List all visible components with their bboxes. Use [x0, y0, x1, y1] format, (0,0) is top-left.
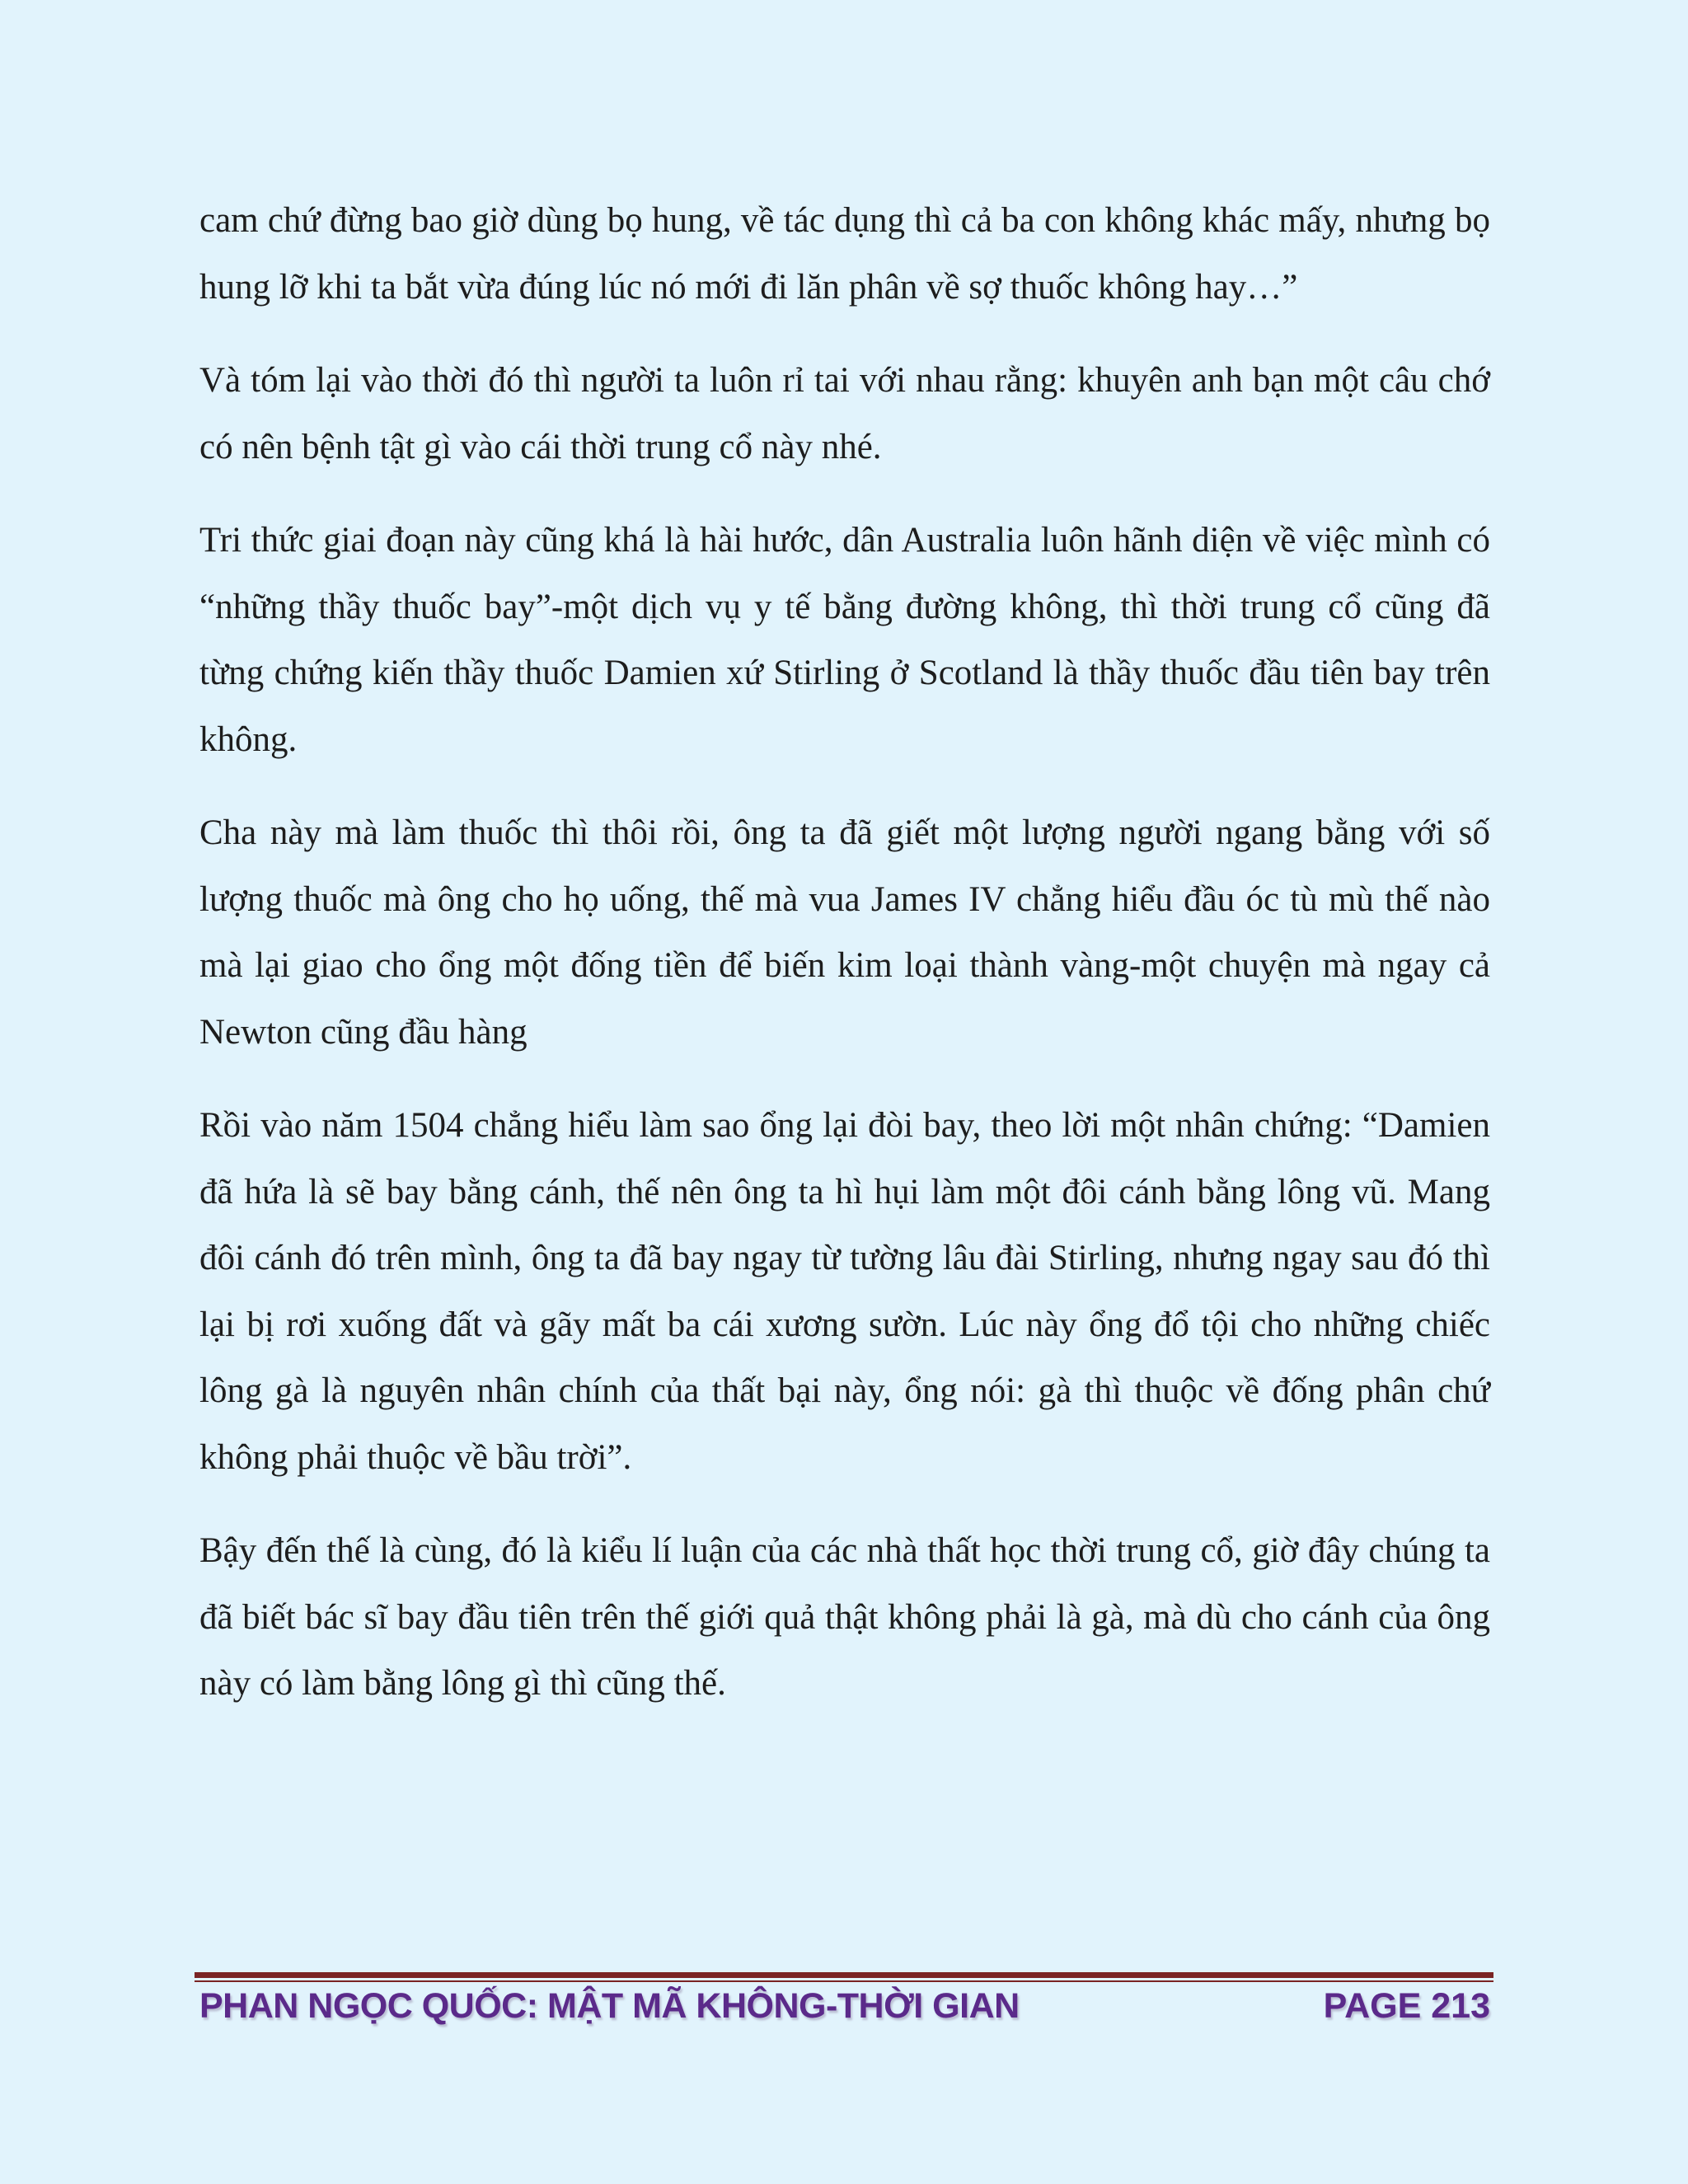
footer-divider-thin — [195, 1980, 1493, 1982]
paragraph: Rồi vào năm 1504 chẳng hiểu làm sao ổng lại đòi bay, theo lời một nhân chứng: “Damien đã hứa là sẽ bay bằng cánh, thế nên ông ta hì hụi làm một đôi cánh bằng lông vũ. Mang đôi cánh đó trên mình, ông ta đã bay ngay từ tường lâu đài Stirling, nhưng ngay sau đó thì lại bị rơi xuống đất và gãy mất ba cái xương sườn. Lúc này ổng đổ tội cho những chiếc lông gà là nguyên nhân chính của thất bại này, ổng nói: gà thì thuộc về đống phân chứ không phải thuộc về bầu trời”. — [199, 1106, 1490, 1477]
footer-divider — [195, 1972, 1493, 1982]
paragraph: Tri thức giai đoạn này cũng khá là hài hước, dân Australia luôn hãnh diện về việc mình có “những thầy thuốc bay”-một dịch vụ y tế bằng đường không, thì thời trung cổ cũng đã từng chứng kiến thầy thuốc Damien xứ Stirling ở Scotland là thầy thuốc đầu tiên bay trên không. — [199, 521, 1490, 759]
paragraph: Bậy đến thế là cùng, đó là kiểu lí luận của các nhà thất học thời trung cổ, giờ đây chúng ta đã biết bác sĩ bay đầu tiên trên thế giới quả thật không phải là gà, mà dù cho cánh của ông này có làm bằng lông gì thì cũng thế. — [199, 1531, 1490, 1703]
paragraph: Và tóm lại vào thời đó thì người ta luôn rỉ tai với nhau rằng: khuyên anh bạn một câu chớ có nên bệnh tật gì vào cái thời trung cổ này nhé. — [199, 361, 1490, 466]
footer-book-title: PHAN NGỌC QUỐC: MẬT MÃ KHÔNG-THỜI GIAN — [199, 1986, 1020, 2026]
footer-page-number: PAGE 213 — [1323, 1986, 1490, 2026]
paragraph: Cha này mà làm thuốc thì thôi rồi, ông ta đã giết một lượng người ngang bằng với số lượng thuốc mà ông cho họ uống, thế mà vua James IV chẳng hiểu đầu óc tù mù thế nào mà lại giao cho ổng một đống tiền để biến kim loại thành vàng-một chuyện mà ngay cả Newton cũng đầu hàng — [199, 813, 1490, 1052]
page-footer — [199, 1983, 1490, 2041]
footer-divider-thick — [195, 1972, 1493, 1978]
paragraph: cam chứ đừng bao giờ dùng bọ hung, về tác dụng thì cả ba con không khác mấy, nhưng bọ hung lỡ khi ta bắt vừa đúng lúc nó mới đi lăn phân về sợ thuốc không hay…” — [199, 201, 1490, 307]
body-text — [199, 188, 1490, 1745]
